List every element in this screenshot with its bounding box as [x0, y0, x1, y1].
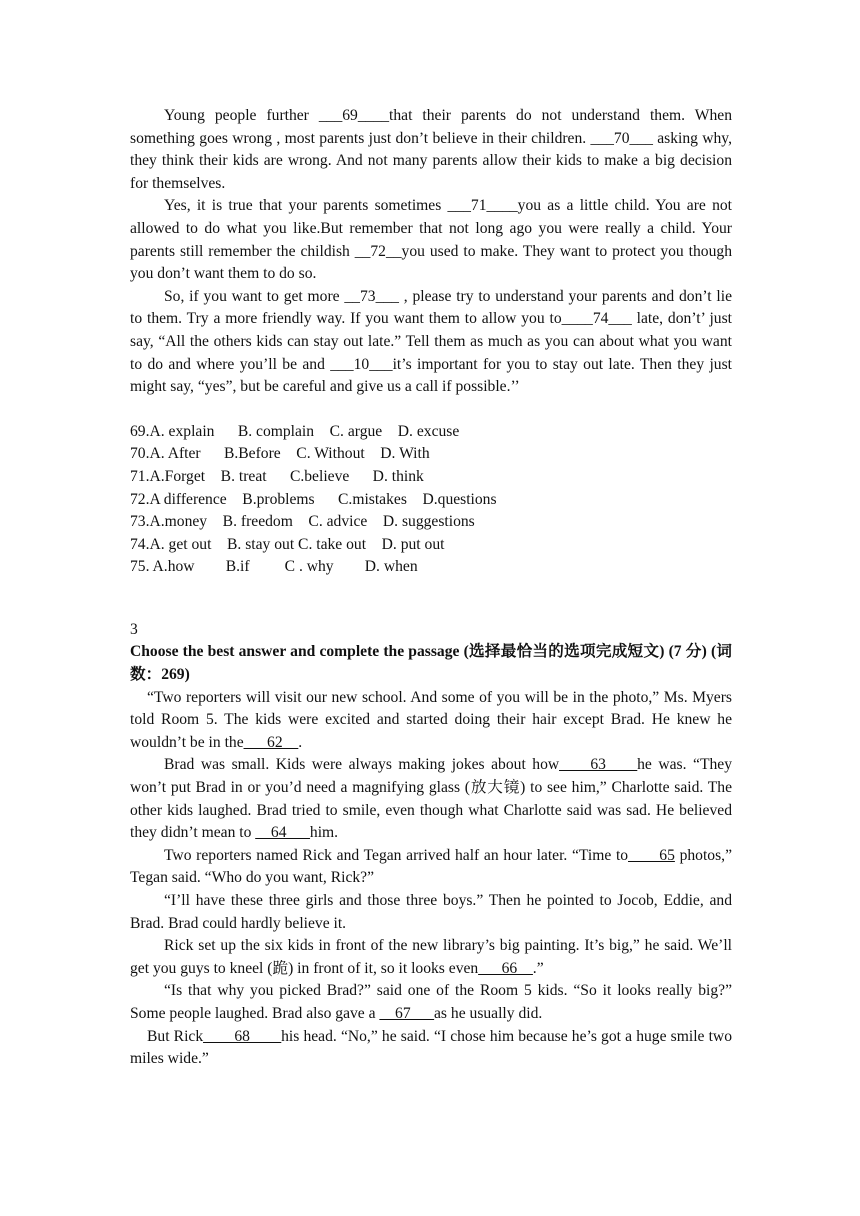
passage2-p1-end: .	[298, 733, 303, 751]
passage2-p7-text: But Rick	[147, 1027, 204, 1045]
passage2-p5-text: Rick set up the six kids in front of the new library’s big painting. It’s big,” he said. We’ll get you guys to kneel (跪) in front of it, so it looks even	[130, 937, 732, 977]
option-line-70: 70.A. After B.Before C. Without D. With	[130, 445, 430, 463]
document-page	[130, 105, 732, 1071]
passage2-p3-text: Two reporters named Rick and Tegan arrived half an hour later. “Time to	[164, 846, 629, 864]
passage2-paragraph-1	[130, 687, 732, 755]
passage2-paragraph-5	[130, 935, 732, 980]
blank-68: ____68____	[203, 1027, 282, 1045]
option-line-73: 73.A.money B. freedom C. advice D. suggestions	[130, 513, 475, 531]
passage2-paragraph-6	[130, 980, 732, 1025]
option-line-75: 75. A.how B.if C . why D. when	[130, 558, 418, 576]
option-line-74: 74.A. get out B. stay out C. take out D. put out	[130, 535, 445, 553]
option-line-72: 72.A difference B.problems C.mistakes D.questions	[130, 490, 497, 508]
answer-options-list	[130, 421, 732, 579]
option-line-71: 71.A.Forget B. treat C.believe D. think	[130, 467, 424, 485]
passage2-p6-end: as he usually did.	[434, 1004, 543, 1022]
passage2-paragraph-3	[130, 845, 732, 890]
passage2-p2-mid: he was. “They won’t put Brad in or you’d need a magnifying glass (放大镜) to see him,” Charlotte said. The other kids laughed. Brad tried to smile, even though what Charlotte said was sad. He believed they didn’t mean to	[130, 756, 732, 842]
option-line-69: 69.A. explain B. complain C. argue D. excuse	[130, 422, 460, 440]
passage2-p6-text: “Is that why you picked Brad?” said one of the Room 5 kids. “So it looks really big?” Some people laughed. Brad also gave a	[130, 982, 732, 1022]
section-number: 3	[130, 620, 138, 638]
passage1-paragraph-2: Yes, it is true that your parents sometimes ___71____you as a little child. You are not allowed to do what you like.But remember that not long ago you were really a child. Your parents still remember the childish __72__you used to make. They want to protect you though you don’t want them to do so.	[130, 197, 732, 283]
passage2-paragraph-2	[130, 754, 732, 844]
passage1-paragraph-3: So, if you want to get more __73___ , please try to understand your parents and don’t lie to them. Try a more friendly way. If you want them to allow you to____74___ late, don’t’ just say, “All the others kids can stay out late.” Tell them as much as you can about what you want to do and where you’ll be and ___10___it’s important for you to stay out late. Then they just might say, “yes”, but be careful and give us a call if possible.’’	[130, 287, 732, 396]
section-title: Choose the best answer and complete the passage (选择最恰当的选项完成短文) (7 分) (词数：269)	[130, 643, 732, 684]
blank-65: ____65	[628, 846, 675, 864]
passage2-p5-end: .”	[532, 959, 544, 977]
passage2-paragraph-7	[130, 1026, 732, 1071]
blank-64: __64___	[255, 824, 310, 842]
passage2-p2-end: him.	[309, 824, 339, 842]
blank-62: ___62__	[243, 733, 299, 751]
passage2-p2-text: Brad was small. Kids were always making jokes about how	[164, 756, 560, 774]
blank-67: __67___	[379, 1004, 435, 1022]
passage2-paragraph-4: “I’ll have these three girls and those three boys.” Then he pointed to Jocob, Eddie, and Brad. Brad could hardly believe it.	[130, 892, 732, 932]
blank-66: ___66__	[478, 959, 533, 977]
blank-63: ____63____	[559, 756, 638, 774]
passage2-p3-end: photos,” Tegan said. “Who do you want, Rick?”	[130, 846, 732, 887]
passage1-paragraph-1: Young people further ___69____that their parents do not understand them. When something goes wrong , most parents just don’t believe in their children. ___70___ asking why, they think their kids are wrong. And not many parents allow their kids to make a big decision for themselves.	[130, 107, 732, 192]
passage2-p1-text: “Two reporters will visit our new school. And some of you will be in the photo,” Ms. Myers told Room 5. The kids were excited and started doing their hair except Brad. He knew he wouldn’t be in the	[130, 688, 732, 751]
passage2-p7-end: his head. “No,” he said. “I chose him because he’s got a huge smile two miles wide.”	[130, 1027, 732, 1068]
